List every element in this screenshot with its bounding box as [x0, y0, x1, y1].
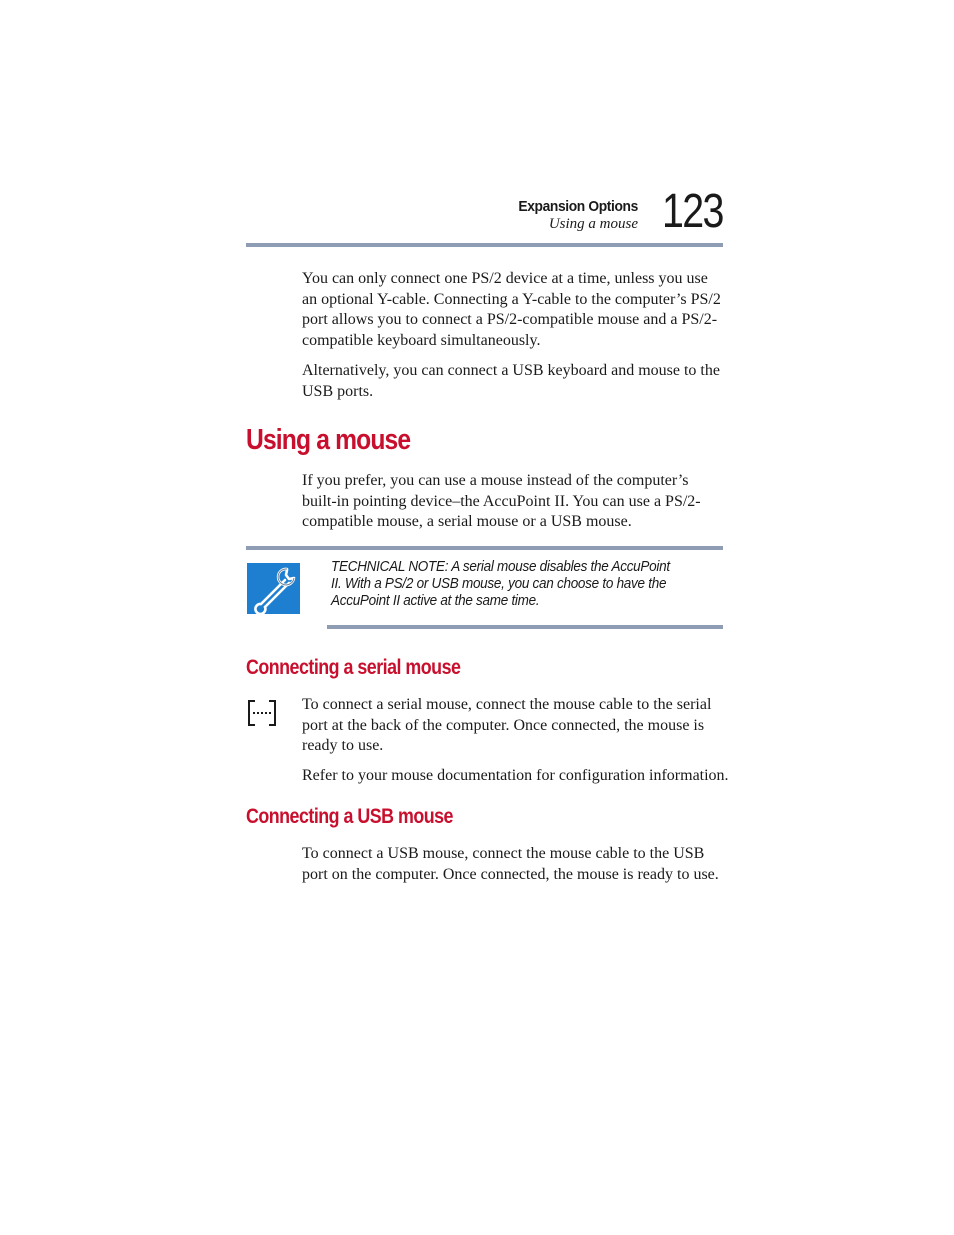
running-header-subsection: Using a mouse: [548, 216, 638, 232]
serial-port-icon: [247, 699, 277, 727]
usb-paragraph: To connect a USB mouse, connect the mouse cable to the USB port on the computer. Once connected, the mouse is ready to use.: [302, 845, 719, 883]
note-top-rule: [246, 546, 723, 550]
subsection-heading-usb: Connecting a USB mouse: [246, 805, 453, 828]
serial-paragraph-1: To connect a serial mouse, connect the mouse cable to the serial port at the back of the computer. Once connected, the mouse is ready to use.: [302, 696, 712, 754]
wrench-icon: [247, 563, 300, 614]
using-mouse-paragraph: If you prefer, you can use a mouse instead of the computer’s built-in pointing device–the AccuPoint II. You can use a PS/2-compatible mouse, a serial mouse or a USB mouse.: [302, 472, 701, 530]
running-header-section: Expansion Options: [518, 198, 638, 215]
intro-paragraph-1: You can only connect one PS/2 device at a time, unless you use an optional Y-cable. Connecting a Y-cable to the computer’s PS/2 port allows you to connect a PS/2-compatible mouse and a PS/2-compatible keyboard simultaneously.: [302, 270, 721, 349]
serial-paragraph-2: Refer to your mouse documentation for configuration information.: [302, 767, 729, 784]
page-number: 123: [662, 185, 723, 238]
technical-note-text: TECHNICAL NOTE: A serial mouse disables the AccuPoint II. With a PS/2 or USB mouse, you can choose to have the AccuPoint II active at the same time.: [331, 558, 670, 609]
section-heading: Using a mouse: [246, 424, 411, 456]
intro-paragraph-2: Alternatively, you can connect a USB keyboard and mouse to the USB ports.: [302, 362, 720, 400]
subsection-heading-serial: Connecting a serial mouse: [246, 656, 461, 679]
note-bottom-rule: [327, 625, 723, 629]
header-rule: [246, 243, 723, 247]
